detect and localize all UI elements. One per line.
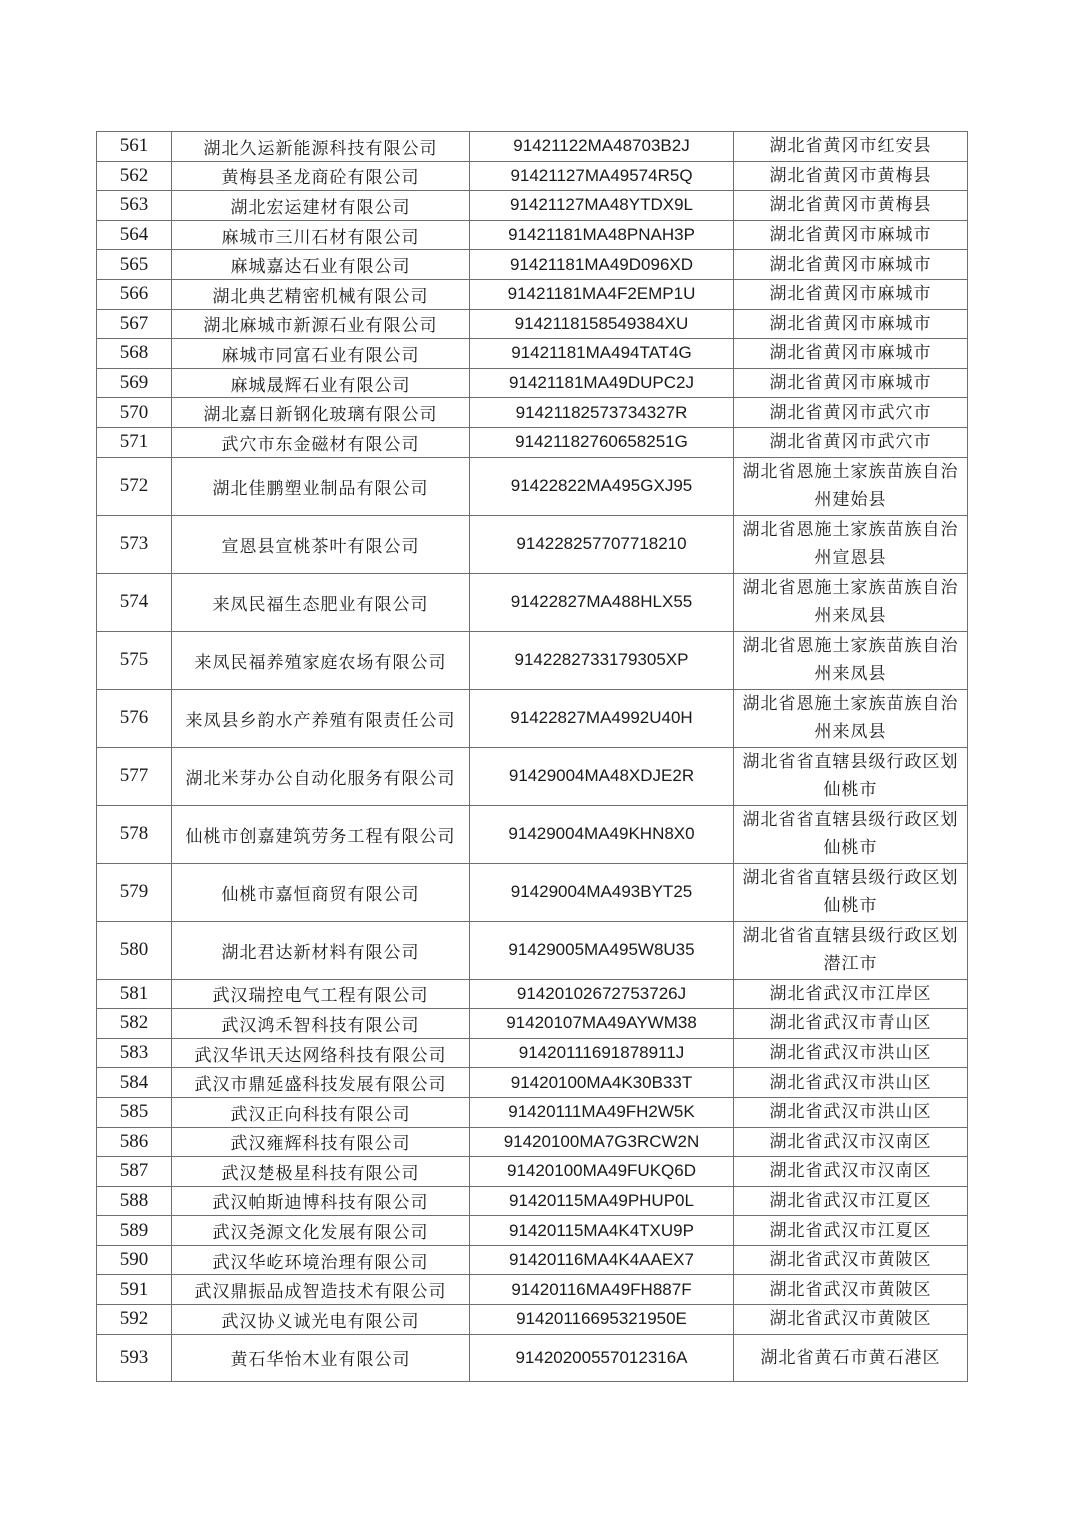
credit-code-cell: 9142282733179305XP — [470, 631, 734, 689]
row-number-cell: 580 — [97, 921, 172, 979]
row-number-cell: 593 — [97, 1334, 172, 1381]
region-cell: 湖北省省直辖县级行政区划潜江市 — [734, 921, 968, 979]
credit-code-cell: 91420111MA49FH2W5K — [470, 1097, 734, 1127]
table-row — [97, 1097, 968, 1127]
region-cell: 湖北省黄冈市麻城市 — [734, 309, 968, 339]
row-number-cell: 575 — [97, 631, 172, 689]
row-number-cell: 588 — [97, 1186, 172, 1216]
region-cell: 湖北省武汉市江岸区 — [734, 979, 968, 1009]
table-row — [97, 220, 968, 250]
credit-code-cell: 91421181MA49D096XD — [470, 250, 734, 280]
credit-code-cell: 91420116695321950E — [470, 1305, 734, 1335]
region-cell: 湖北省恩施土家族苗族自治州建始县 — [734, 457, 968, 515]
company-name-cell: 武汉市鼎延盛科技发展有限公司 — [172, 1068, 470, 1098]
company-name-cell: 武汉尧源文化发展有限公司 — [172, 1216, 470, 1246]
company-name-cell: 黄石华怡木业有限公司 — [172, 1334, 470, 1381]
table-row — [97, 1216, 968, 1246]
row-number-cell: 584 — [97, 1068, 172, 1098]
credit-code-cell: 91421127MA49574R5Q — [470, 161, 734, 191]
table-row — [97, 689, 968, 747]
table-row — [97, 1068, 968, 1098]
credit-code-cell: 91421181MA494TAT4G — [470, 339, 734, 369]
row-number-cell: 570 — [97, 398, 172, 428]
row-number-cell: 576 — [97, 689, 172, 747]
region-cell: 湖北省黄冈市麻城市 — [734, 339, 968, 369]
credit-code-cell: 91420107MA49AYWM38 — [470, 1009, 734, 1039]
region-cell: 湖北省恩施土家族苗族自治州来凤县 — [734, 689, 968, 747]
credit-code-cell: 91421127MA48YTDX9L — [470, 191, 734, 221]
table-row — [97, 1127, 968, 1157]
credit-code-cell: 91429004MA49KHN8X0 — [470, 805, 734, 863]
region-cell: 湖北省省直辖县级行政区划仙桃市 — [734, 863, 968, 921]
row-number-cell: 592 — [97, 1305, 172, 1335]
row-number-cell: 566 — [97, 279, 172, 309]
row-number-cell: 562 — [97, 161, 172, 191]
region-cell: 湖北省武汉市洪山区 — [734, 1068, 968, 1098]
region-cell: 湖北省黄冈市武穴市 — [734, 398, 968, 428]
region-cell: 湖北省省直辖县级行政区划仙桃市 — [734, 805, 968, 863]
credit-code-cell: 91420116MA4K4AAEX7 — [470, 1245, 734, 1275]
row-number-cell: 573 — [97, 515, 172, 573]
row-number-cell: 568 — [97, 339, 172, 369]
region-cell: 湖北省黄冈市黄梅县 — [734, 161, 968, 191]
company-name-cell: 湖北典艺精密机械有限公司 — [172, 279, 470, 309]
region-cell: 湖北省黄冈市麻城市 — [734, 368, 968, 398]
company-name-cell: 武汉瑞控电气工程有限公司 — [172, 979, 470, 1009]
company-name-cell: 来凤民福养殖家庭农场有限公司 — [172, 631, 470, 689]
table-row — [97, 1245, 968, 1275]
row-number-cell: 589 — [97, 1216, 172, 1246]
credit-code-cell: 91429005MA495W8U35 — [470, 921, 734, 979]
credit-code-cell: 91420100MA7G3RCW2N — [470, 1127, 734, 1157]
company-list-table — [96, 131, 968, 1382]
table-row — [97, 515, 968, 573]
row-number-cell: 587 — [97, 1157, 172, 1187]
credit-code-cell: 91420115MA49PHUP0L — [470, 1186, 734, 1216]
region-cell: 湖北省恩施土家族苗族自治州宣恩县 — [734, 515, 968, 573]
company-name-cell: 麻城嘉达石业有限公司 — [172, 250, 470, 280]
table-row — [97, 1334, 968, 1381]
row-number-cell: 564 — [97, 220, 172, 250]
region-cell: 湖北省黄冈市麻城市 — [734, 279, 968, 309]
company-name-cell: 黄梅县圣龙商砼有限公司 — [172, 161, 470, 191]
company-name-cell: 武汉雍辉科技有限公司 — [172, 1127, 470, 1157]
company-name-cell: 武汉华讯天达网络科技有限公司 — [172, 1038, 470, 1068]
company-name-cell: 湖北久运新能源科技有限公司 — [172, 132, 470, 162]
credit-code-cell: 914228257707718210 — [470, 515, 734, 573]
table-row — [97, 339, 968, 369]
table-row — [97, 573, 968, 631]
region-cell: 湖北省武汉市黄陂区 — [734, 1275, 968, 1305]
company-name-cell: 来凤民福生态肥业有限公司 — [172, 573, 470, 631]
row-number-cell: 583 — [97, 1038, 172, 1068]
row-number-cell: 581 — [97, 979, 172, 1009]
company-name-cell: 湖北麻城市新源石业有限公司 — [172, 309, 470, 339]
credit-code-cell: 91422827MA4992U40H — [470, 689, 734, 747]
company-name-cell: 武汉华屹环境治理有限公司 — [172, 1245, 470, 1275]
table-row — [97, 631, 968, 689]
row-number-cell: 585 — [97, 1097, 172, 1127]
credit-code-cell: 91421182760658251G — [470, 427, 734, 457]
region-cell: 湖北省黄冈市麻城市 — [734, 220, 968, 250]
row-number-cell: 569 — [97, 368, 172, 398]
table-row — [97, 191, 968, 221]
credit-code-cell: 91420116MA49FH887F — [470, 1275, 734, 1305]
row-number-cell: 561 — [97, 132, 172, 162]
region-cell: 湖北省武汉市青山区 — [734, 1009, 968, 1039]
table-row — [97, 1009, 968, 1039]
table-body — [97, 132, 968, 1382]
company-name-cell: 武汉正向科技有限公司 — [172, 1097, 470, 1127]
region-cell: 湖北省黄冈市红安县 — [734, 132, 968, 162]
credit-code-cell: 91421182573734327R — [470, 398, 734, 428]
table-row — [97, 427, 968, 457]
company-name-cell: 武汉协义诚光电有限公司 — [172, 1305, 470, 1335]
region-cell: 湖北省武汉市汉南区 — [734, 1157, 968, 1187]
row-number-cell: 572 — [97, 457, 172, 515]
table-row — [97, 457, 968, 515]
company-name-cell: 武汉帕斯迪博科技有限公司 — [172, 1186, 470, 1216]
company-name-cell: 仙桃市创嘉建筑劳务工程有限公司 — [172, 805, 470, 863]
company-name-cell: 仙桃市嘉恒商贸有限公司 — [172, 863, 470, 921]
region-cell: 湖北省恩施土家族苗族自治州来凤县 — [734, 573, 968, 631]
credit-code-cell: 91420115MA4K4TXU9P — [470, 1216, 734, 1246]
company-name-cell: 湖北佳鹏塑业制品有限公司 — [172, 457, 470, 515]
row-number-cell: 563 — [97, 191, 172, 221]
company-name-cell: 湖北嘉日新钢化玻璃有限公司 — [172, 398, 470, 428]
credit-code-cell: 91421181MA49DUPC2J — [470, 368, 734, 398]
region-cell: 湖北省武汉市江夏区 — [734, 1186, 968, 1216]
region-cell: 湖北省恩施土家族苗族自治州来凤县 — [734, 631, 968, 689]
company-name-cell: 宣恩县宣桃茶叶有限公司 — [172, 515, 470, 573]
company-name-cell: 湖北宏运建材有限公司 — [172, 191, 470, 221]
row-number-cell: 586 — [97, 1127, 172, 1157]
region-cell: 湖北省武汉市黄陂区 — [734, 1245, 968, 1275]
table-row — [97, 1186, 968, 1216]
table-row — [97, 805, 968, 863]
table-row — [97, 863, 968, 921]
row-number-cell: 578 — [97, 805, 172, 863]
company-name-cell: 武汉鸿禾智科技有限公司 — [172, 1009, 470, 1039]
credit-code-cell: 91422822MA495GXJ95 — [470, 457, 734, 515]
table-row — [97, 368, 968, 398]
table-row — [97, 132, 968, 162]
region-cell: 湖北省武汉市黄陂区 — [734, 1305, 968, 1335]
credit-code-cell: 91421122MA48703B2J — [470, 132, 734, 162]
credit-code-cell: 9142118158549384XU — [470, 309, 734, 339]
row-number-cell: 591 — [97, 1275, 172, 1305]
table-row — [97, 250, 968, 280]
table-row — [97, 921, 968, 979]
company-name-cell: 湖北君达新材料有限公司 — [172, 921, 470, 979]
table-row — [97, 979, 968, 1009]
region-cell: 湖北省黄冈市黄梅县 — [734, 191, 968, 221]
row-number-cell: 565 — [97, 250, 172, 280]
credit-code-cell: 91420102672753726J — [470, 979, 734, 1009]
region-cell: 湖北省省直辖县级行政区划仙桃市 — [734, 747, 968, 805]
region-cell: 湖北省黄石市黄石港区 — [734, 1334, 968, 1381]
region-cell: 湖北省武汉市汉南区 — [734, 1127, 968, 1157]
table-row — [97, 161, 968, 191]
table-row — [97, 747, 968, 805]
row-number-cell: 590 — [97, 1245, 172, 1275]
row-number-cell: 579 — [97, 863, 172, 921]
company-name-cell: 来凤县乡韵水产养殖有限责任公司 — [172, 689, 470, 747]
region-cell: 湖北省武汉市洪山区 — [734, 1097, 968, 1127]
region-cell: 湖北省黄冈市麻城市 — [734, 250, 968, 280]
company-name-cell: 麻城市三川石材有限公司 — [172, 220, 470, 250]
credit-code-cell: 91420111691878911J — [470, 1038, 734, 1068]
company-name-cell: 武汉楚极星科技有限公司 — [172, 1157, 470, 1187]
row-number-cell: 577 — [97, 747, 172, 805]
table-row — [97, 1157, 968, 1187]
row-number-cell: 574 — [97, 573, 172, 631]
company-name-cell: 麻城市同富石业有限公司 — [172, 339, 470, 369]
company-name-cell: 武穴市东金磁材有限公司 — [172, 427, 470, 457]
table-row — [97, 1305, 968, 1335]
credit-code-cell: 91420100MA4K30B33T — [470, 1068, 734, 1098]
credit-code-cell: 91429004MA48XDJE2R — [470, 747, 734, 805]
credit-code-cell: 91421181MA4F2EMP1U — [470, 279, 734, 309]
row-number-cell: 582 — [97, 1009, 172, 1039]
company-name-cell: 麻城晟辉石业有限公司 — [172, 368, 470, 398]
company-name-cell: 武汉鼎振品成智造技术有限公司 — [172, 1275, 470, 1305]
company-name-cell: 湖北米芽办公自动化服务有限公司 — [172, 747, 470, 805]
credit-code-cell: 91420100MA49FUKQ6D — [470, 1157, 734, 1187]
table-row — [97, 1038, 968, 1068]
region-cell: 湖北省武汉市洪山区 — [734, 1038, 968, 1068]
credit-code-cell: 91429004MA493BYT25 — [470, 863, 734, 921]
credit-code-cell: 91420200557012316A — [470, 1334, 734, 1381]
credit-code-cell: 91421181MA48PNAH3P — [470, 220, 734, 250]
table-row — [97, 309, 968, 339]
row-number-cell: 571 — [97, 427, 172, 457]
row-number-cell: 567 — [97, 309, 172, 339]
table-row — [97, 398, 968, 428]
region-cell: 湖北省武汉市江夏区 — [734, 1216, 968, 1246]
table-row — [97, 279, 968, 309]
region-cell: 湖北省黄冈市武穴市 — [734, 427, 968, 457]
credit-code-cell: 91422827MA488HLX55 — [470, 573, 734, 631]
table-row — [97, 1275, 968, 1305]
